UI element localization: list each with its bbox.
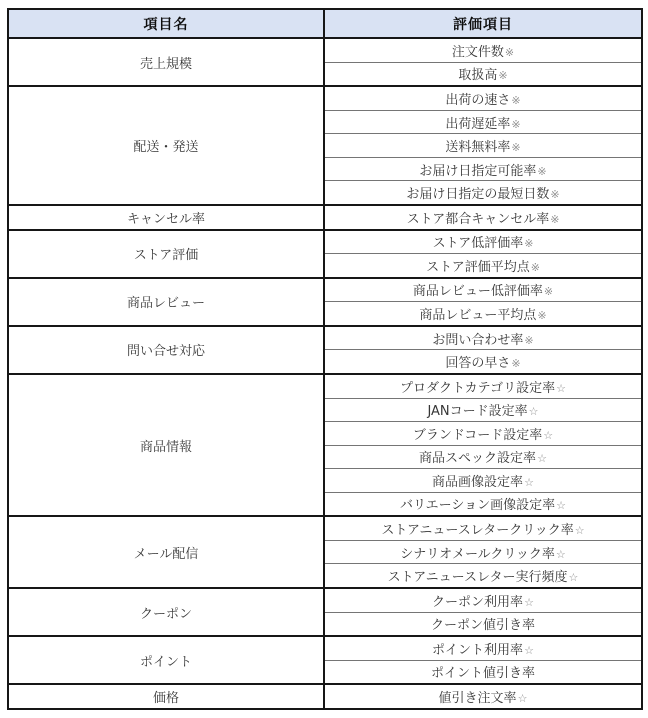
category-cell: 配送・発送 bbox=[8, 86, 324, 205]
table-row bbox=[8, 205, 642, 230]
evaluation-item-label: 商品レビュー平均点 bbox=[419, 308, 537, 324]
evaluation-item-label: 取扱高 bbox=[458, 68, 498, 84]
evaluation-item-cell bbox=[324, 588, 642, 612]
evaluation-item-cell bbox=[324, 86, 642, 110]
category-cell: メール配信 bbox=[8, 516, 324, 588]
evaluation-item-label: 出荷の速さ bbox=[445, 92, 511, 108]
footnote-mark: ※ bbox=[550, 212, 560, 226]
footnote-mark: ※ bbox=[511, 141, 521, 155]
evaluation-item-cell bbox=[324, 516, 642, 540]
evaluation-item-label: ストア低評価率 bbox=[432, 236, 524, 252]
evaluation-item-cell bbox=[324, 374, 642, 398]
evaluation-item-cell bbox=[324, 445, 642, 469]
evaluation-item-cell bbox=[324, 134, 642, 158]
footnote-mark: ☆ bbox=[524, 643, 534, 657]
evaluation-item-cell bbox=[324, 326, 642, 350]
footnote-mark: ※ bbox=[524, 333, 534, 347]
table-row bbox=[8, 374, 642, 398]
footnote-mark: ※ bbox=[511, 117, 521, 131]
evaluation-item-cell bbox=[324, 636, 642, 660]
footnote-mark: ※ bbox=[504, 45, 515, 59]
evaluation-item-label: プロダクトカテゴリ設定率 bbox=[400, 380, 556, 396]
evaluation-item-cell bbox=[324, 660, 642, 684]
evaluation-item-label: ストア都合キャンセル率 bbox=[406, 211, 550, 227]
evaluation-item-label: 商品レビュー低評価率 bbox=[412, 284, 543, 300]
category-cell: 商品レビュー bbox=[8, 278, 324, 326]
table-row bbox=[8, 326, 642, 350]
header-row bbox=[8, 9, 642, 38]
evaluation-item-cell bbox=[324, 612, 642, 636]
table-row bbox=[8, 38, 642, 62]
evaluation-item-label: クーポン値引き率 bbox=[430, 618, 535, 634]
footnote-mark: ※ bbox=[537, 309, 547, 323]
footnote-mark: ☆ bbox=[524, 475, 534, 489]
evaluation-item-cell bbox=[324, 38, 642, 62]
evaluation-item-cell bbox=[324, 205, 642, 230]
category-cell: ポイント bbox=[8, 636, 324, 684]
category-cell: 問い合せ対応 bbox=[8, 326, 324, 374]
footnote-mark: ☆ bbox=[537, 452, 547, 466]
table-row bbox=[8, 684, 642, 709]
evaluation-item-cell bbox=[324, 564, 642, 588]
evaluation-item-label: バリエーション画像設定率 bbox=[399, 498, 556, 514]
evaluation-table bbox=[7, 8, 643, 710]
evaluation-item-cell bbox=[324, 398, 642, 422]
evaluation-item-label: お届け日指定可能率 bbox=[419, 163, 537, 179]
evaluation-item-cell bbox=[324, 254, 642, 278]
table-row bbox=[8, 86, 642, 110]
evaluation-item-label: ポイント値引き率 bbox=[430, 666, 535, 682]
category-cell: クーポン bbox=[8, 588, 324, 636]
table-row bbox=[8, 636, 642, 660]
footnote-mark: ☆ bbox=[574, 524, 585, 538]
evaluation-item-cell bbox=[324, 469, 642, 493]
category-cell: キャンセル率 bbox=[8, 205, 324, 230]
footnote-mark: ☆ bbox=[555, 547, 566, 561]
table-row bbox=[8, 278, 642, 302]
evaluation-item-label: 注文件数 bbox=[451, 44, 504, 60]
footnote-mark: ☆ bbox=[568, 571, 579, 585]
footnote-mark: ☆ bbox=[528, 405, 539, 419]
evaluation-item-cell bbox=[324, 110, 642, 134]
evaluation-item-label: 出荷遅延率 bbox=[445, 116, 511, 132]
evaluation-item-label: ストアニュースレター実行頻度 bbox=[387, 570, 568, 586]
evaluation-item-label: クーポン利用率 bbox=[432, 594, 524, 610]
evaluation-item-label: ブランドコード設定率 bbox=[412, 427, 543, 443]
evaluation-item-label: お問い合わせ率 bbox=[432, 332, 524, 348]
table-row bbox=[8, 588, 642, 612]
footnote-mark: ☆ bbox=[524, 595, 534, 609]
table-row bbox=[8, 516, 642, 540]
evaluation-item-label: 商品画像設定率 bbox=[432, 474, 524, 490]
column-header-item-name: 項目名 bbox=[8, 9, 324, 38]
footnote-mark: ※ bbox=[550, 188, 560, 202]
evaluation-item-cell bbox=[324, 157, 642, 181]
evaluation-item-cell bbox=[324, 492, 642, 516]
evaluation-item-cell bbox=[324, 230, 642, 254]
evaluation-item-label: ストアニュースレタークリック率 bbox=[381, 523, 574, 539]
evaluation-item-label: ストア評価平均点 bbox=[426, 259, 530, 275]
footnote-mark: ☆ bbox=[517, 692, 528, 706]
column-header-evaluation-item: 評価項目 bbox=[324, 9, 642, 38]
evaluation-item-cell bbox=[324, 278, 642, 302]
evaluation-item-label: 商品スペック設定率 bbox=[419, 451, 537, 467]
evaluation-item-cell bbox=[324, 422, 642, 446]
evaluation-item-cell bbox=[324, 302, 642, 326]
evaluation-item-label: 送料無料率 bbox=[445, 140, 511, 156]
evaluation-item-label: ポイント利用率 bbox=[432, 642, 524, 658]
evaluation-table-wrapper bbox=[7, 8, 643, 710]
evaluation-item-cell bbox=[324, 350, 642, 374]
table-row bbox=[8, 230, 642, 254]
category-cell: ストア評価 bbox=[8, 230, 324, 278]
footnote-mark: ※ bbox=[511, 93, 521, 107]
evaluation-item-cell bbox=[324, 62, 642, 86]
category-cell: 商品情報 bbox=[8, 374, 324, 516]
footnote-mark: ※ bbox=[543, 285, 554, 299]
category-cell: 価格 bbox=[8, 684, 324, 709]
footnote-mark: ※ bbox=[524, 237, 534, 251]
footnote-mark: ※ bbox=[530, 260, 540, 274]
evaluation-item-label: 回答の早さ bbox=[445, 356, 511, 372]
evaluation-item-label: JANコード設定率 bbox=[427, 404, 528, 420]
footnote-mark: ☆ bbox=[556, 499, 567, 513]
evaluation-item-cell bbox=[324, 181, 642, 205]
category-cell: 売上規模 bbox=[8, 38, 324, 86]
evaluation-item-cell bbox=[324, 540, 642, 564]
footnote-mark: ※ bbox=[511, 357, 521, 371]
footnote-mark: ※ bbox=[537, 164, 547, 178]
evaluation-item-cell bbox=[324, 684, 642, 709]
evaluation-item-label: シナリオメールクリック率 bbox=[400, 546, 555, 562]
footnote-mark: ※ bbox=[498, 69, 508, 83]
evaluation-item-label: お届け日指定の最短日数 bbox=[406, 187, 550, 203]
evaluation-item-label: 値引き注文率 bbox=[438, 691, 517, 707]
footnote-mark: ☆ bbox=[556, 381, 566, 395]
footnote-mark: ☆ bbox=[543, 428, 554, 442]
